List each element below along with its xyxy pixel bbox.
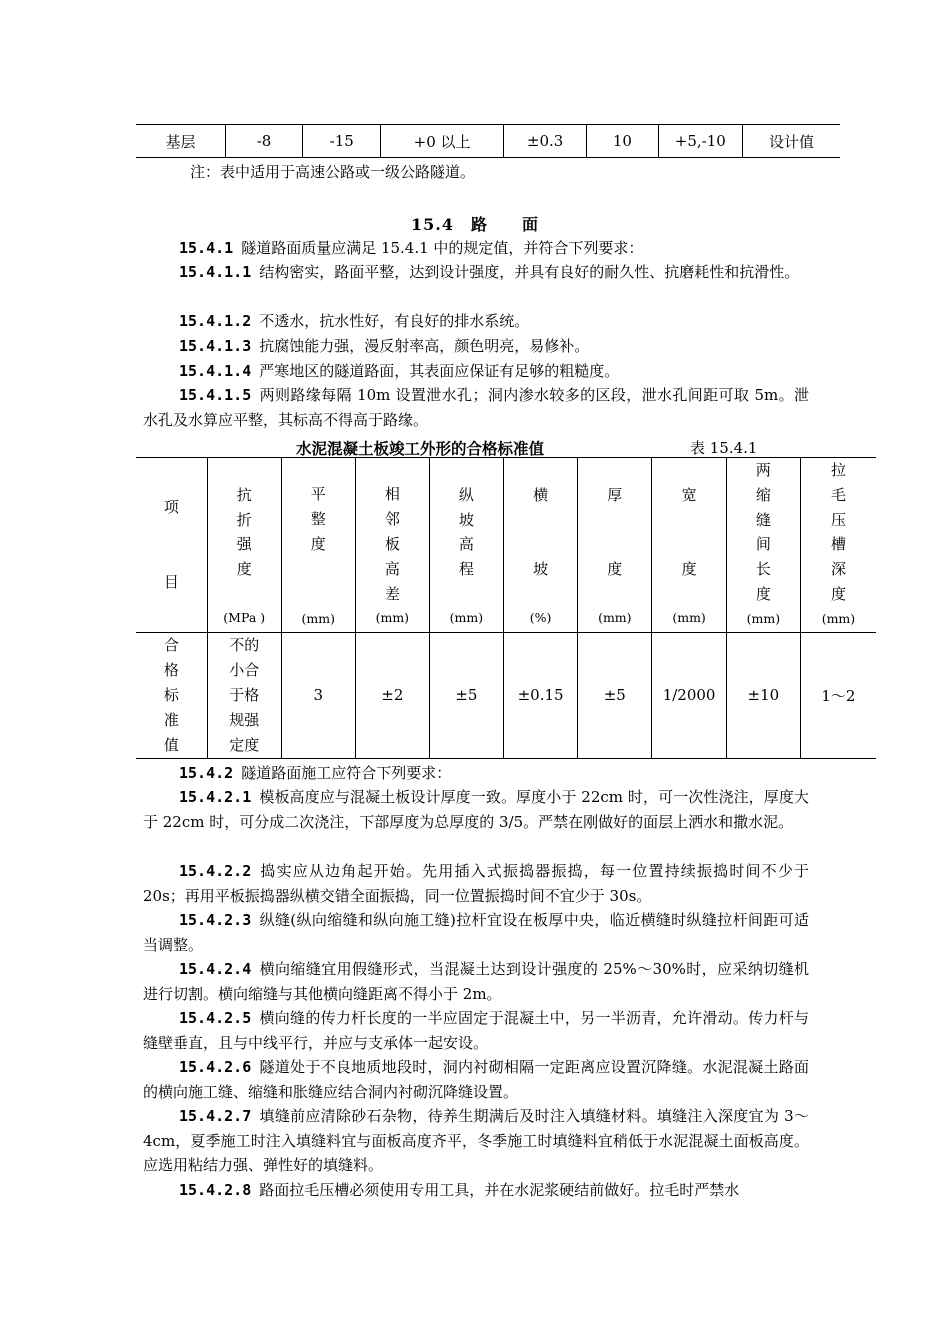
clause-text: 两则路缘每隔 10m 设置泄水孔；洞内渗水较多的区段，泄水孔间距可取 5m。泄水孔及水算应平整，其标高不得高于路缘。	[143, 386, 809, 429]
header-char: 深	[830, 560, 846, 579]
concrete-slab-standard-table	[136, 457, 876, 759]
header-char: 度	[830, 584, 846, 603]
clause-number: 15.4.2.6	[179, 1058, 252, 1076]
paragraph	[143, 785, 809, 834]
table-cell: 设计值	[743, 125, 840, 158]
table-cell: -15	[303, 125, 381, 158]
value-cell: ±10	[726, 632, 800, 758]
header-char: 邻	[384, 510, 400, 529]
header-unit: (%)	[529, 610, 552, 626]
strength-line: 小合	[229, 660, 260, 679]
clause-text: 纵缝(纵向缩缝和纵向施工缝)拉杆宜设在板厚中央，临近横缝时纵缝拉杆间距可适当调整。	[143, 911, 809, 954]
table-number: 表 15.4.1	[690, 439, 758, 457]
header-char: 度	[607, 560, 623, 579]
header-char: 缩	[755, 485, 771, 504]
header-unit: (MPa )	[223, 609, 266, 625]
clause-text: 隧道路面施工应符合下列要求：	[241, 764, 452, 782]
header-cell-grade-elevation	[429, 458, 503, 633]
strength-line: 规强	[229, 710, 260, 729]
value-cell: ±0.15	[503, 632, 577, 758]
header-char: 长	[755, 560, 771, 579]
clause-number: 15.4.2.1	[179, 788, 252, 806]
header-char: 度	[236, 560, 252, 579]
paragraph	[143, 1178, 809, 1203]
row-label-char: 值	[163, 735, 179, 754]
header-char: 折	[236, 510, 252, 529]
clause-number: 15.4.2	[179, 764, 234, 782]
clause-text: 模板高度应与混凝土板设计厚度一致。厚度小于 22cm 时，可一次性浇注，厚度大于 22cm 时，可分成二次浇注，下部厚度为总厚度的 3/5。严禁在刚做好的面层上洒水和撒水泥。	[143, 788, 809, 831]
header-char: 程	[458, 560, 474, 579]
clause-number: 15.4.2.7	[179, 1107, 252, 1125]
table-cell: 基层	[136, 125, 225, 158]
paragraph	[143, 1055, 809, 1104]
header-cell-groove-depth	[800, 458, 876, 633]
clause-text: 隧道路面质量应满足 15.4.1 中的规定值，并符合下列要求：	[241, 239, 644, 257]
header-char: 坡	[533, 560, 549, 579]
table-cell: ±0.3	[503, 125, 586, 158]
header-char: 高	[458, 535, 474, 554]
clause-number: 15.4.1.3	[179, 337, 252, 355]
header-cell-strength	[207, 458, 281, 633]
header-char: 项	[163, 497, 179, 516]
table-cell: +0 以上	[381, 125, 504, 158]
table-cell: 10	[587, 125, 658, 158]
section-title: 15.4 路 面	[411, 215, 539, 234]
value-cell: ±2	[355, 632, 429, 758]
table-caption: 水泥混凝土板竣工外形的合格标准值	[296, 439, 545, 458]
header-char: 坡	[458, 510, 474, 529]
clause-text: 不透水，抗水性好，有良好的排水系统。	[259, 312, 530, 330]
header-cell-joint-spacing	[726, 458, 800, 633]
clause-text: 捣实应从边角起开始。先用插入式振捣器振捣，每一位置持续振捣时间不少于 20s；再用平板振捣器纵横交错全面振捣，同一位置振捣时间不宜少于 30s。	[143, 862, 809, 905]
value-cell: ±5	[578, 632, 652, 758]
clause-number: 15.4.2.8	[179, 1181, 252, 1199]
header-cell-adjacent-diff	[355, 458, 429, 633]
paragraph	[143, 1006, 809, 1055]
clause-number: 15.4.1.4	[179, 362, 252, 380]
clause-text: 横向缝的传力杆长度的一半应固定于混凝土中，另一半沥青，允许滑动。传力杆与缝壁垂直，且与中线平行，并应与支承体一起安设。	[143, 1009, 809, 1052]
clause-text: 严寒地区的隧道路面，其表面应保证有足够的粗糙度。	[259, 362, 620, 380]
header-char: 平	[310, 485, 326, 504]
paragraph	[143, 859, 809, 908]
row-label-char: 合	[163, 635, 179, 654]
header-char: 强	[236, 535, 252, 554]
paragraph	[143, 908, 809, 957]
paragraph	[143, 260, 809, 285]
table-row	[136, 125, 840, 158]
header-cell-flatness	[281, 458, 355, 633]
header-char: 纵	[458, 485, 474, 504]
paragraph	[143, 309, 809, 334]
header-char: 度	[310, 534, 326, 553]
paragraph	[143, 957, 809, 1006]
clause-number: 15.4.1.2	[179, 312, 252, 330]
header-char: 毛	[830, 485, 846, 504]
header-unit: (mm)	[375, 610, 410, 626]
header-char: 槽	[830, 535, 846, 554]
value-cell: ±5	[429, 632, 503, 758]
header-unit: (mm)	[449, 609, 484, 625]
header-char: 整	[310, 509, 326, 528]
clause-number: 15.4.1.1	[179, 263, 252, 281]
strength-line: 不的	[229, 635, 260, 654]
header-unit: (mm)	[746, 610, 781, 626]
row-label-char: 标	[163, 685, 179, 704]
paragraph	[143, 383, 809, 432]
header-cell-cross-slope	[503, 458, 577, 633]
value-cell: 1/2000	[652, 632, 727, 758]
header-char: 相	[384, 485, 400, 504]
header-cell-thickness	[578, 458, 652, 633]
clause-number: 15.4.2.5	[179, 1009, 252, 1027]
table-note: 注：表中适用于高速公路或一级公路隧道。	[190, 163, 476, 181]
header-char: 差	[384, 584, 400, 603]
header-char: 缝	[755, 510, 771, 529]
row-label-char: 准	[163, 710, 179, 729]
paragraph	[143, 334, 809, 359]
base-layer-table	[136, 124, 840, 158]
header-char: 宽	[681, 485, 697, 504]
clause-number: 15.4.1	[179, 239, 234, 257]
table-cell: +5,-10	[658, 125, 743, 158]
strength-line: 于格	[229, 685, 260, 704]
clause-text: 隧道处于不良地质地段时，洞内衬砌相隔一定距离应设置沉降缝。水泥混凝土路面的横向施工缝、缩缝和胀缝应结合洞内衬砌沉降缝设置。	[143, 1058, 809, 1101]
strength-cell	[207, 632, 281, 758]
header-char: 压	[830, 510, 846, 529]
header-cell-width	[652, 458, 727, 633]
clause-text: 填缝前应清除砂石杂物，待养生期满后及时注入填缝材料。填缝注入深度宜为 3～4cm，夏季施工时注入填缝料宜与面板高度齐平，冬季施工时填缝料宜稍低于水泥混凝土面板高度。应选用粘结力强、弹性好的填缝料。	[143, 1107, 809, 1174]
clause-number: 15.4.1.5	[179, 386, 252, 404]
header-char: 度	[755, 584, 771, 603]
header-unit: (mm)	[672, 610, 706, 626]
clause-text: 抗腐蚀能力强，漫反射率高，颜色明亮，易修补。	[259, 337, 590, 355]
header-char: 两	[755, 461, 771, 479]
header-char: 厚	[607, 485, 623, 504]
header-unit: (mm)	[301, 610, 335, 626]
header-unit: (mm)	[821, 610, 856, 626]
clause-text: 横向缩缝宜用假缝形式，当混凝土达到设计强度的 25%～30%时，应采纳切缝机进行切割。横向缩缝与其他横向缝距离不得小于 2m。	[143, 960, 809, 1003]
header-char: 间	[755, 535, 771, 554]
header-char: 拉	[830, 461, 846, 479]
clause-number: 15.4.2.4	[179, 960, 252, 978]
header-char: 板	[384, 534, 400, 553]
paragraph	[143, 236, 809, 261]
row-label-cell	[136, 632, 207, 758]
clause-number: 15.4.2.2	[179, 862, 252, 880]
value-cell: 3	[281, 632, 355, 758]
paragraph	[143, 761, 809, 786]
row-label-char: 格	[163, 660, 179, 679]
clause-text: 结构密实，路面平整，达到设计强度，并具有良好的耐久性、抗磨耗性和抗滑性。	[259, 263, 800, 281]
header-cell-item	[136, 458, 207, 633]
strength-line: 定度	[229, 735, 260, 754]
paragraph	[143, 359, 809, 384]
header-char: 横	[533, 485, 549, 504]
clause-number: 15.4.2.3	[179, 911, 252, 929]
header-char: 抗	[236, 485, 252, 504]
clause-text: 路面拉毛压槽必须使用专用工具，并在水泥浆硬结前做好。拉毛时严禁水	[259, 1181, 740, 1199]
header-char: 度	[681, 560, 697, 579]
header-unit: (mm)	[598, 610, 632, 626]
header-char: 高	[384, 559, 400, 578]
value-cell: 1～2	[800, 632, 876, 758]
table-row	[136, 632, 876, 758]
header-char: 目	[163, 572, 179, 591]
table-cell: -8	[225, 125, 302, 158]
table-header-row	[136, 458, 876, 633]
paragraph	[143, 1104, 809, 1178]
